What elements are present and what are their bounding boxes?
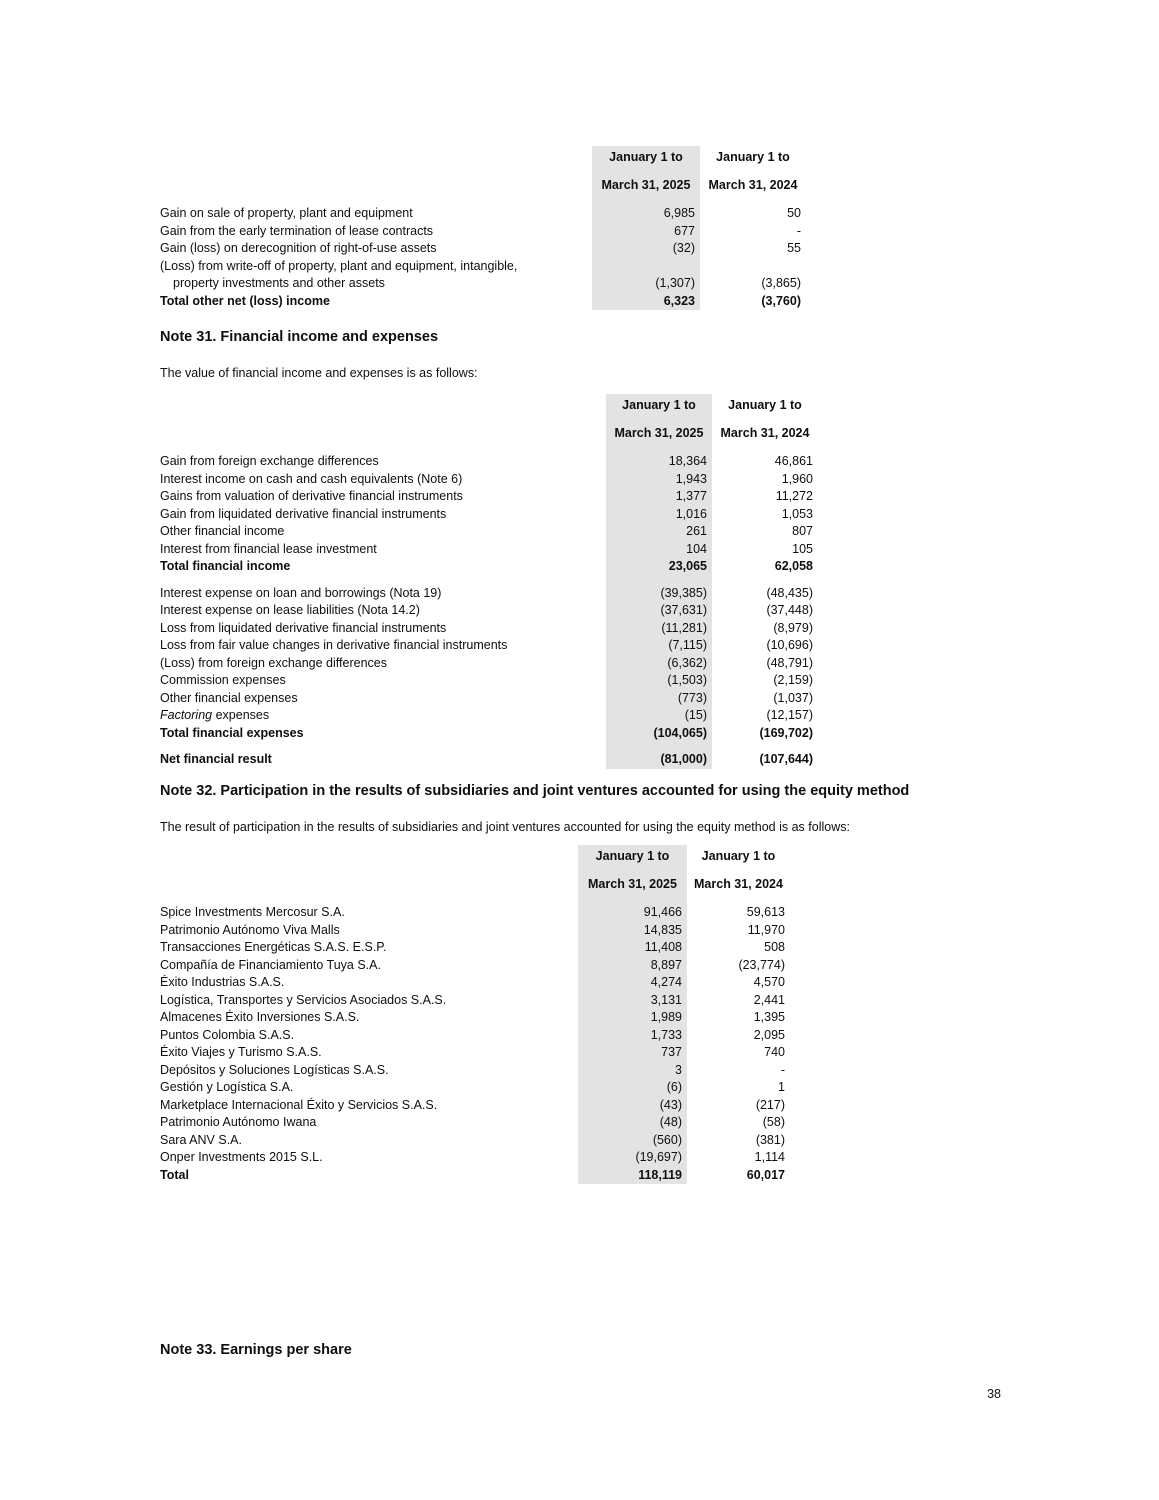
value-2024: (2,159) bbox=[773, 673, 813, 687]
row-label: Patrimonio Autónomo Iwana bbox=[160, 1115, 317, 1129]
value-2025: (48) bbox=[578, 1114, 687, 1132]
value-2024: (169,702) bbox=[759, 725, 813, 740]
value-2024: 105 bbox=[792, 541, 813, 556]
note31-intro-text: The value of financial income and expenses is as follows: bbox=[160, 366, 478, 380]
row-label: Logística, Transportes y Servicios Asociados S.A.S. bbox=[160, 992, 447, 1007]
table-row bbox=[160, 1132, 790, 1150]
table-row bbox=[160, 974, 790, 992]
table-row bbox=[160, 1062, 790, 1080]
value-2025: 1,989 bbox=[578, 1009, 687, 1027]
table-body bbox=[160, 205, 806, 310]
table-body bbox=[160, 904, 790, 1184]
value-2025: 1,377 bbox=[606, 488, 712, 506]
value-2024: (48,435) bbox=[766, 585, 813, 600]
value-2025: (6,362) bbox=[606, 655, 712, 673]
value-2024: - bbox=[796, 223, 801, 238]
header-2024-line1: January 1 to bbox=[701, 849, 776, 863]
row-label: Loss from liquidated derivative financial instruments bbox=[160, 620, 447, 635]
table-row bbox=[160, 223, 806, 241]
value-2025: (81,000) bbox=[606, 742, 712, 769]
table-row bbox=[160, 523, 818, 541]
header-period-2025 bbox=[578, 845, 687, 904]
value-2024: (23,774) bbox=[738, 957, 785, 972]
value-2024: 1,114 bbox=[754, 1150, 785, 1164]
value-2024: (3,760) bbox=[761, 293, 801, 308]
row-label: (Loss) from write-off of property, plant and equipment, intangible, bbox=[160, 258, 518, 273]
table-row bbox=[160, 205, 806, 223]
table-row bbox=[160, 655, 818, 673]
table-row bbox=[160, 939, 790, 957]
value-2025: 91,466 bbox=[578, 904, 687, 922]
row-label: Depósitos y Soluciones Logísticas S.A.S. bbox=[160, 1062, 389, 1077]
value-2024: (8,979) bbox=[773, 620, 813, 635]
row-label: Total other net (loss) income bbox=[160, 293, 330, 308]
row-label: property investments and other assets bbox=[173, 276, 385, 290]
header-2024-line1: January 1 to bbox=[716, 150, 790, 164]
value-2025: (43) bbox=[578, 1097, 687, 1115]
value-2025: 1,016 bbox=[606, 506, 712, 524]
header-period-2024 bbox=[687, 845, 790, 904]
header-2024-line2: March 31, 2024 bbox=[694, 876, 783, 891]
row-label: Interest income on cash and cash equivalents (Note 6) bbox=[160, 471, 463, 486]
table-row bbox=[160, 904, 790, 922]
value-2025: (39,385) bbox=[606, 576, 712, 603]
value-2024: 4,570 bbox=[753, 975, 785, 989]
table-row bbox=[160, 453, 818, 471]
value-2024: (12,157) bbox=[766, 708, 813, 722]
value-2024: 60,017 bbox=[746, 1167, 785, 1182]
row-label: Éxito Industrias S.A.S. bbox=[160, 975, 285, 989]
value-2024: 11,272 bbox=[775, 489, 813, 503]
row-label: Gain from liquidated derivative financial instruments bbox=[160, 506, 447, 521]
table-equity-method-results bbox=[160, 845, 790, 1184]
row-label: Factoring expenses bbox=[160, 708, 270, 722]
value-2025: 1,943 bbox=[606, 471, 712, 489]
value-2025: 118,119 bbox=[578, 1167, 687, 1185]
row-label: Other financial expenses bbox=[160, 690, 298, 705]
table-row bbox=[160, 471, 818, 489]
value-2024: 62,058 bbox=[774, 559, 813, 573]
header-period-2025 bbox=[606, 394, 712, 453]
value-2025: (1,503) bbox=[606, 672, 712, 690]
value-2024: 1,960 bbox=[781, 471, 813, 486]
table-other-net-income bbox=[160, 146, 806, 310]
table-row bbox=[160, 1044, 790, 1062]
row-label: Gains from valuation of derivative financial instruments bbox=[160, 489, 463, 503]
value-2025: 14,835 bbox=[578, 922, 687, 940]
table-row bbox=[160, 558, 818, 576]
row-label: Spice Investments Mercosur S.A. bbox=[160, 905, 345, 919]
value-2024: (48,791) bbox=[766, 655, 813, 670]
table-row bbox=[160, 1079, 790, 1097]
table-row bbox=[160, 258, 806, 276]
table-row bbox=[160, 725, 818, 743]
value-2024: 46,861 bbox=[774, 454, 813, 468]
value-2024: (107,644) bbox=[759, 752, 813, 766]
header-2024-line1: January 1 to bbox=[728, 398, 802, 412]
value-2025: (6) bbox=[578, 1079, 687, 1097]
table-row bbox=[160, 742, 818, 769]
row-label: Gain on sale of property, plant and equipment bbox=[160, 206, 413, 220]
header-2025-line1: January 1 to bbox=[622, 398, 696, 412]
value-2025: (1,307) bbox=[592, 275, 700, 293]
value-2025: 3 bbox=[578, 1062, 687, 1080]
note31-heading: Note 31. Financial income and expenses bbox=[160, 329, 439, 345]
table-row bbox=[160, 541, 818, 559]
header-period-2024 bbox=[712, 394, 818, 453]
table-row bbox=[160, 576, 818, 603]
header-spacer bbox=[160, 845, 578, 904]
table-row bbox=[160, 1114, 790, 1132]
value-2025: 11,408 bbox=[578, 939, 687, 957]
value-2024: (1,037) bbox=[773, 690, 813, 705]
value-2025: 104 bbox=[606, 541, 712, 559]
value-2024: 2,441 bbox=[753, 992, 785, 1007]
table-row bbox=[160, 506, 818, 524]
row-label: Gain (loss) on derecognition of right-of-use assets bbox=[160, 241, 437, 255]
note32-intro-text: The result of participation in the results of subsidiaries and joint ventures accounted for using the equity method is as follows: bbox=[160, 820, 850, 834]
value-2024: 50 bbox=[787, 206, 801, 220]
value-2024: - bbox=[780, 1062, 785, 1077]
row-label: Net financial result bbox=[160, 752, 272, 766]
value-2024: (10,696) bbox=[766, 638, 813, 652]
value-2025: 3,131 bbox=[578, 992, 687, 1010]
header-2025-line1: January 1 to bbox=[609, 150, 683, 164]
table-row bbox=[160, 957, 790, 975]
table-row bbox=[160, 707, 818, 725]
row-label: Interest expense on lease liabilities (Nota 14.2) bbox=[160, 603, 420, 617]
table-row bbox=[160, 1097, 790, 1115]
value-2024: 55 bbox=[787, 241, 801, 255]
value-2024: (37,448) bbox=[766, 603, 813, 617]
table-row bbox=[160, 922, 790, 940]
header-period-2025 bbox=[592, 146, 700, 205]
value-2025: (11,281) bbox=[606, 620, 712, 638]
value-2025: 4,274 bbox=[578, 974, 687, 992]
row-label: Gain from foreign exchange differences bbox=[160, 454, 379, 468]
value-2024: 1 bbox=[778, 1080, 785, 1094]
row-label: Marketplace Internacional Éxito y Servicios S.A.S. bbox=[160, 1097, 438, 1112]
value-2024: (58) bbox=[762, 1115, 785, 1129]
header-spacer bbox=[160, 146, 592, 205]
row-label: Gain from the early termination of lease contracts bbox=[160, 223, 434, 238]
value-2024: (3,865) bbox=[761, 276, 801, 290]
row-label: Compañía de Financiamiento Tuya S.A. bbox=[160, 957, 381, 972]
table-row bbox=[160, 672, 818, 690]
table-financial-income-expenses bbox=[160, 394, 818, 769]
table-row bbox=[160, 637, 818, 655]
table-row bbox=[160, 1027, 790, 1045]
table-row bbox=[160, 1149, 790, 1167]
row-label: Loss from fair value changes in derivative financial instruments bbox=[160, 638, 508, 652]
value-2025: (15) bbox=[606, 707, 712, 725]
header-2025-line2: March 31, 2025 bbox=[614, 425, 704, 440]
table-header bbox=[160, 845, 790, 904]
value-2024: 740 bbox=[764, 1045, 785, 1059]
row-label: Total financial income bbox=[160, 559, 291, 573]
value-2025: (32) bbox=[592, 240, 700, 258]
row-label: Sara ANV S.A. bbox=[160, 1132, 242, 1147]
table-row bbox=[160, 992, 790, 1010]
table-row bbox=[160, 1009, 790, 1027]
note32-heading: Note 32. Participation in the results of subsidiaries and joint ventures accounted for using the equity method bbox=[160, 783, 910, 799]
value-2025: 18,364 bbox=[606, 453, 712, 471]
page-number: 38 bbox=[987, 1387, 1001, 1401]
value-2024: 1,395 bbox=[753, 1010, 785, 1024]
value-2025: (773) bbox=[606, 690, 712, 708]
header-period-2024 bbox=[700, 146, 806, 205]
value-2025: (560) bbox=[578, 1132, 687, 1150]
row-label: Other financial income bbox=[160, 524, 285, 538]
row-label: Gestión y Logística S.A. bbox=[160, 1080, 294, 1094]
header-spacer bbox=[160, 394, 606, 453]
table-row bbox=[160, 602, 818, 620]
table-row bbox=[160, 488, 818, 506]
row-label: Puntos Colombia S.A.S. bbox=[160, 1027, 295, 1042]
value-2025 bbox=[592, 258, 700, 276]
table-row bbox=[160, 1167, 790, 1185]
row-label: (Loss) from foreign exchange differences bbox=[160, 655, 387, 670]
header-2025-line2: March 31, 2025 bbox=[601, 177, 691, 192]
row-label: Almacenes Éxito Inversiones S.A.S. bbox=[160, 1010, 360, 1024]
row-label: Total financial expenses bbox=[160, 725, 304, 740]
value-2024: 807 bbox=[792, 524, 813, 538]
value-2025: (7,115) bbox=[606, 637, 712, 655]
value-2024: 2,095 bbox=[753, 1027, 785, 1042]
row-label: Interest from financial lease investment bbox=[160, 541, 377, 556]
row-label: Éxito Viajes y Turismo S.A.S. bbox=[160, 1045, 322, 1059]
value-2025: 737 bbox=[578, 1044, 687, 1062]
row-label: Commission expenses bbox=[160, 673, 286, 687]
row-label: Onper Investments 2015 S.L. bbox=[160, 1150, 323, 1164]
row-label: Patrimonio Autónomo Viva Malls bbox=[160, 922, 340, 937]
value-2025: 6,323 bbox=[592, 293, 700, 311]
value-2024: 508 bbox=[764, 940, 785, 954]
table-row bbox=[160, 275, 806, 293]
value-2025: 6,985 bbox=[592, 205, 700, 223]
table-row bbox=[160, 240, 806, 258]
value-2025: 261 bbox=[606, 523, 712, 541]
table-row bbox=[160, 293, 806, 311]
table-row bbox=[160, 690, 818, 708]
header-2025-line2: March 31, 2025 bbox=[588, 876, 677, 891]
note33-heading: Note 33. Earnings per share bbox=[160, 1342, 352, 1358]
value-2025: 1,733 bbox=[578, 1027, 687, 1045]
row-label: Transacciones Energéticas S.A.S. E.S.P. bbox=[160, 940, 387, 954]
value-2024 bbox=[700, 258, 806, 276]
table-row bbox=[160, 620, 818, 638]
value-2025: 23,065 bbox=[606, 558, 712, 576]
value-2025: 8,897 bbox=[578, 957, 687, 975]
row-label: Interest expense on loan and borrowings (Nota 19) bbox=[160, 585, 442, 600]
table-header bbox=[160, 394, 818, 453]
value-2025: 677 bbox=[592, 223, 700, 241]
row-label: Total bbox=[160, 1167, 189, 1182]
header-2024-line2: March 31, 2024 bbox=[708, 177, 798, 192]
value-2025: (37,631) bbox=[606, 602, 712, 620]
header-2025-line1: January 1 to bbox=[595, 849, 670, 863]
value-2024: (217) bbox=[755, 1097, 785, 1112]
value-2024: 11,970 bbox=[747, 922, 785, 937]
table-body bbox=[160, 453, 818, 769]
value-2024: (381) bbox=[755, 1132, 785, 1147]
header-2024-line2: March 31, 2024 bbox=[720, 425, 810, 440]
value-2024: 59,613 bbox=[746, 905, 785, 919]
value-2024: 1,053 bbox=[781, 506, 813, 521]
value-2025: (19,697) bbox=[578, 1149, 687, 1167]
table-header bbox=[160, 146, 806, 205]
value-2025: (104,065) bbox=[606, 725, 712, 743]
